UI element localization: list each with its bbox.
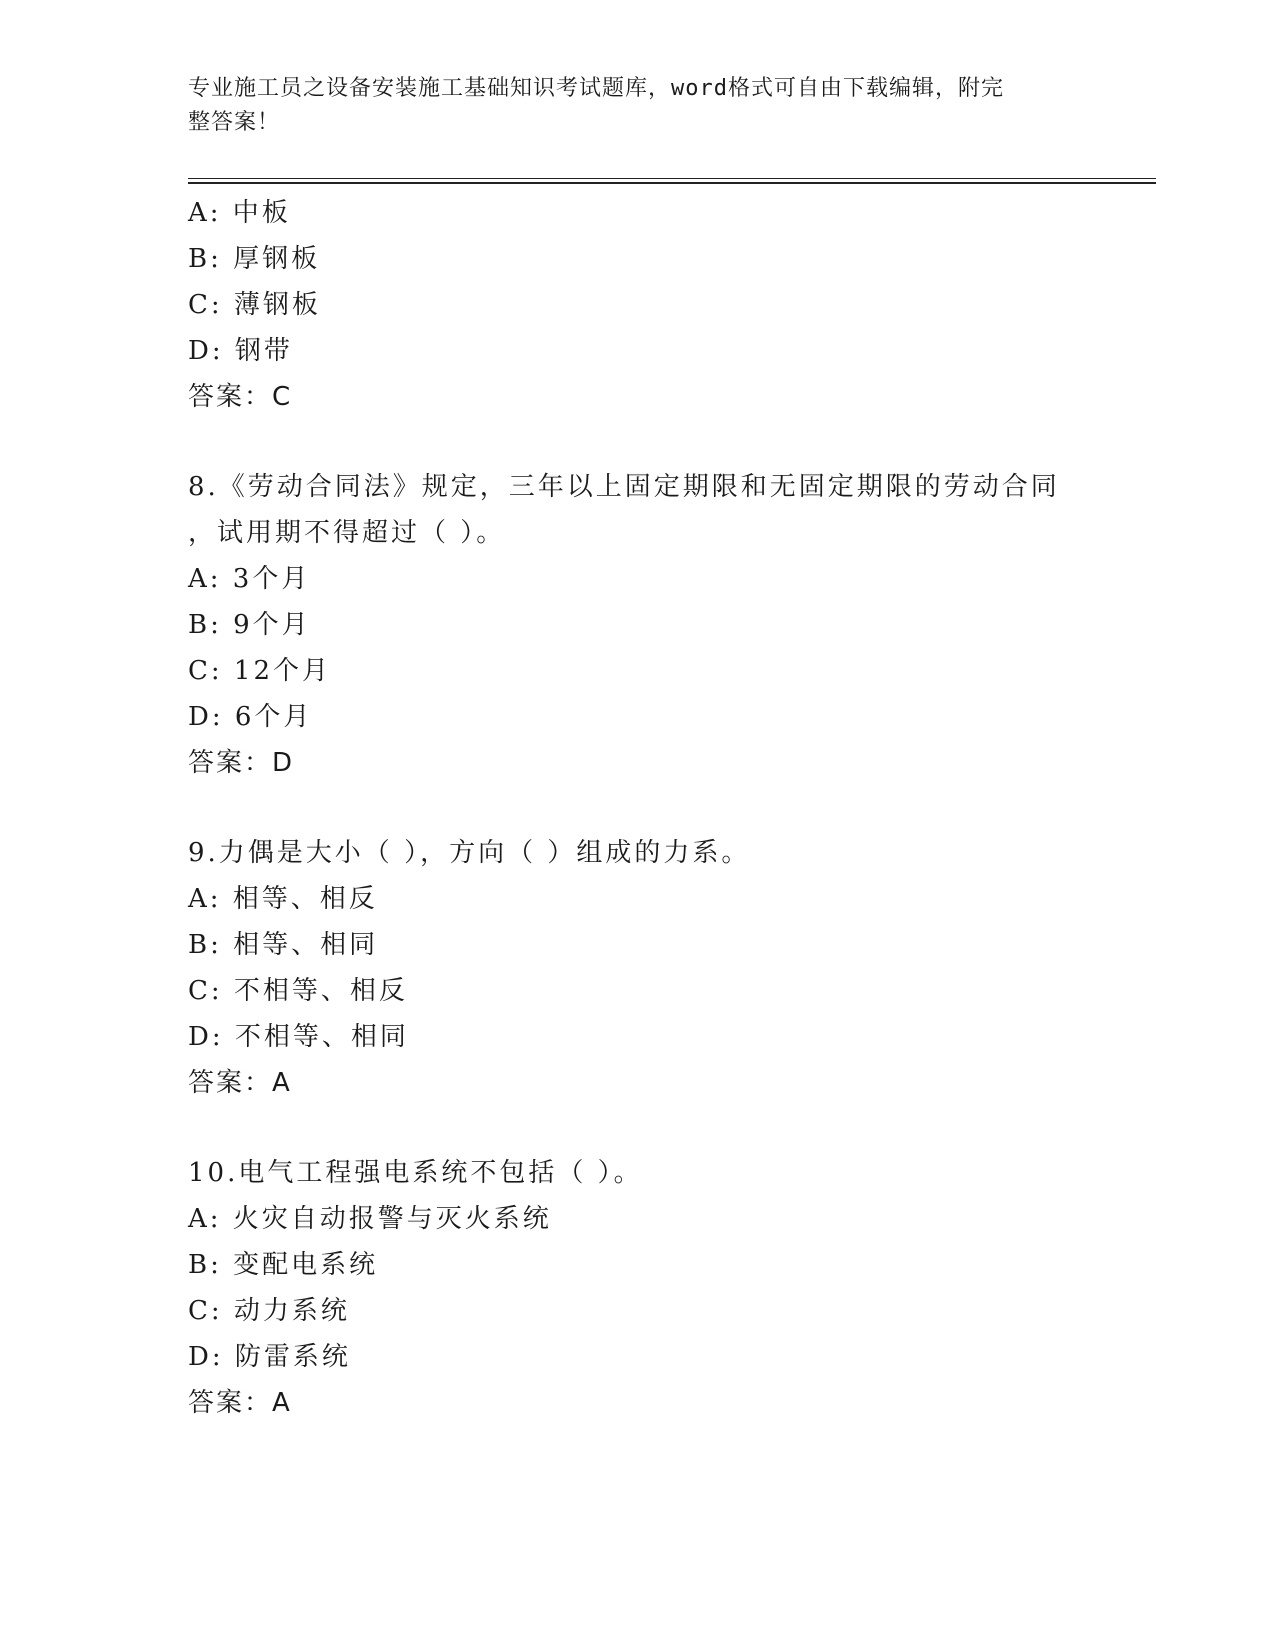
question-block-9 [188, 830, 1088, 1106]
option-b: B: 相等、相同 [188, 930, 379, 960]
question-text-line-1: 8.《劳动合同法》规定，三年以上固定期限和无固定期限的劳动合同 [188, 472, 1060, 502]
question-block-10 [188, 1150, 1088, 1426]
option-d: D: 不相等、相同 [188, 1022, 409, 1052]
option-a: A: 火灾自动报警与灭火系统 [188, 1204, 552, 1234]
answer-line: 答案：D [188, 748, 295, 778]
option-a: A: 中板 [188, 198, 291, 228]
option-a: A: 相等、相反 [188, 884, 378, 914]
option-a: A: 3个月 [188, 564, 311, 594]
spacer [188, 420, 1088, 464]
option-b: B: 9个月 [188, 610, 311, 640]
answer-line: 答案：A [188, 1068, 292, 1098]
document-header [188, 72, 1088, 140]
option-c: C: 薄钢板 [188, 290, 321, 320]
option-d: D: 钢带 [188, 336, 293, 366]
header-line-1: 专业施工员之设备安装施工基础知识考试题库，word格式可自由下载编辑，附完 [188, 76, 1004, 101]
answer-line: 答案：C [188, 382, 293, 412]
option-d: D: 6个月 [188, 702, 313, 732]
question-list [188, 190, 1088, 1426]
header-line-2: 整答案！ [188, 110, 281, 135]
question-text-line-1: 10.电气工程强电系统不包括（ ）。 [188, 1158, 643, 1188]
header-divider-thick [188, 182, 1156, 184]
option-d: D: 防雷系统 [188, 1342, 351, 1372]
option-c: C: 12个月 [188, 656, 332, 686]
option-c: C: 不相等、相反 [188, 976, 408, 1006]
answer-line: 答案：A [188, 1388, 292, 1418]
question-text-line-1: 9.力偶是大小（ ），方向（ ）组成的力系。 [188, 838, 751, 868]
question-text-line-2: ，试用期不得超过（ ）。 [188, 518, 506, 548]
spacer [188, 786, 1088, 830]
header-divider-thin [188, 178, 1156, 179]
option-c: C: 动力系统 [188, 1296, 350, 1326]
option-b: B: 厚钢板 [188, 244, 321, 274]
question-block-8 [188, 464, 1088, 786]
option-b: B: 变配电系统 [188, 1250, 379, 1280]
question-block-7 [188, 190, 1088, 420]
spacer [188, 1106, 1088, 1150]
